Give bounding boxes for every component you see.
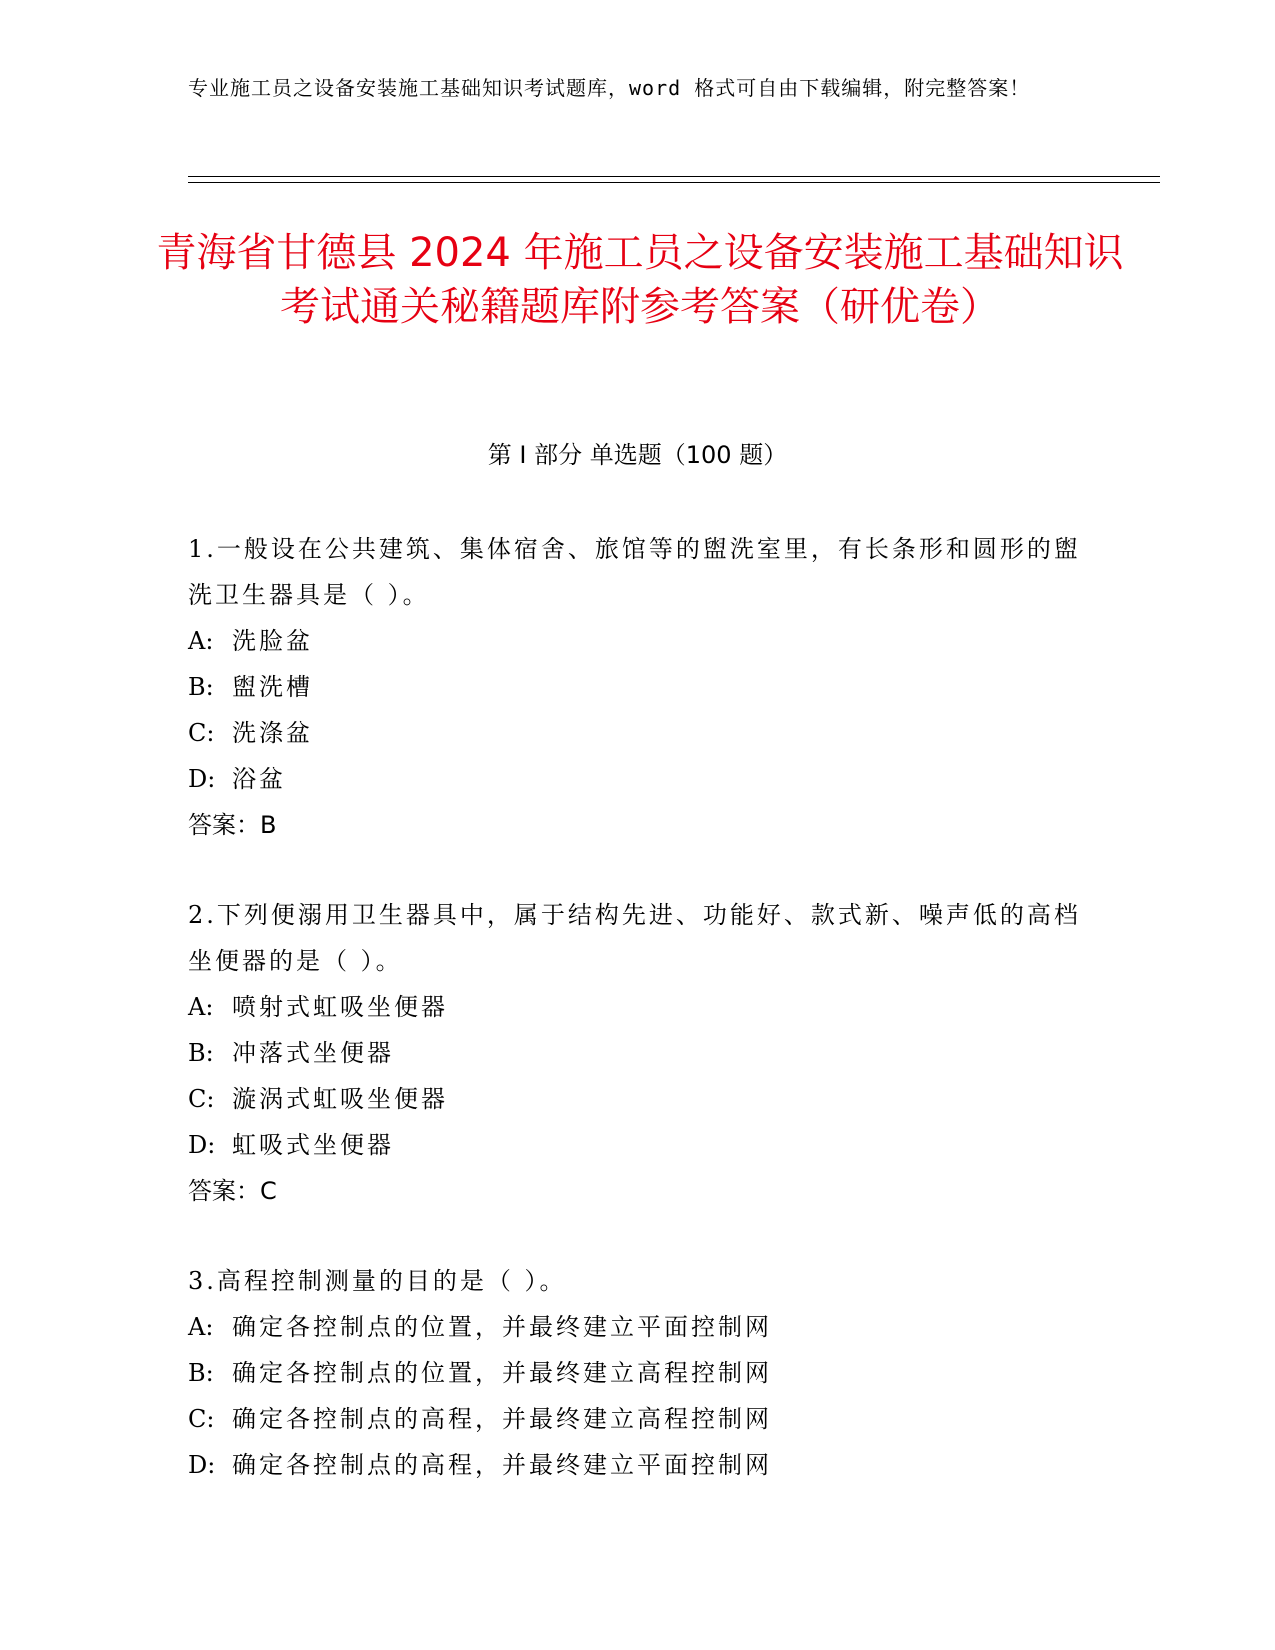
- section-title: 第 I 部分 单选题（100 题）: [487, 441, 788, 469]
- question-stem: 1.一般设在公共建筑、集体宿舍、旅馆等的盥洗室里，有长条形和圆形的盥洗卫生器具是（ ）。: [188, 535, 1081, 609]
- option-text: 漩涡式虹吸坐便器: [232, 1085, 448, 1113]
- option-key: B:: [188, 1039, 214, 1067]
- option-text: 确定各控制点的高程，并最终建立平面控制网: [232, 1451, 772, 1479]
- question-1: [188, 526, 1088, 848]
- option-text: 确定各控制点的高程，并最终建立高程控制网: [232, 1405, 772, 1433]
- option-d: [188, 1442, 1088, 1488]
- option-a: [188, 1304, 1088, 1350]
- option-key: C:: [188, 719, 215, 747]
- option-c: [188, 710, 1088, 756]
- option-text: 确定各控制点的位置，并最终建立高程控制网: [232, 1359, 772, 1387]
- header-rule-top: [188, 176, 1160, 177]
- option-b: [188, 664, 1088, 710]
- answer-line: 答案：B: [188, 811, 277, 839]
- option-text: 虹吸式坐便器: [232, 1131, 394, 1159]
- page-header-note: 专业施工员之设备安装施工基础知识考试题库，word 格式可自由下载编辑，附完整答案！: [188, 76, 1031, 100]
- option-b: [188, 1350, 1088, 1396]
- option-b: [188, 1030, 1088, 1076]
- option-text: 洗脸盆: [232, 627, 313, 655]
- option-key: C:: [188, 1085, 215, 1113]
- option-d: [188, 1122, 1088, 1168]
- option-text: 盥洗槽: [232, 673, 313, 701]
- option-key: A:: [188, 993, 214, 1021]
- option-a: [188, 618, 1088, 664]
- option-key: B:: [188, 1359, 214, 1387]
- option-key: A:: [188, 627, 214, 655]
- option-c: [188, 1396, 1088, 1442]
- option-key: B:: [188, 673, 214, 701]
- document-title: 青海省甘德县 2024 年施工员之设备安装施工基础知识考试通关秘籍题库附参考答案（研优卷）: [156, 230, 1124, 330]
- option-key: A:: [188, 1313, 214, 1341]
- header-rule-bottom: [188, 182, 1160, 183]
- option-text: 洗涤盆: [232, 719, 313, 747]
- question-list: [188, 526, 1088, 1532]
- answer-line: 答案：C: [188, 1177, 277, 1205]
- option-key: C:: [188, 1405, 215, 1433]
- option-c: [188, 1076, 1088, 1122]
- option-d: [188, 756, 1088, 802]
- question-stem: 2.下列便溺用卫生器具中，属于结构先进、功能好、款式新、噪声低的高档坐便器的是（ ）。: [188, 901, 1081, 975]
- question-2: [188, 892, 1088, 1214]
- option-text: 确定各控制点的位置，并最终建立平面控制网: [232, 1313, 772, 1341]
- question-3: [188, 1258, 1088, 1488]
- option-key: D:: [188, 765, 216, 793]
- question-stem: 3.高程控制测量的目的是（ ）。: [188, 1267, 567, 1295]
- option-key: D:: [188, 1451, 216, 1479]
- option-a: [188, 984, 1088, 1030]
- option-text: 浴盆: [232, 765, 286, 793]
- option-text: 冲落式坐便器: [232, 1039, 394, 1067]
- option-key: D:: [188, 1131, 216, 1159]
- option-text: 喷射式虹吸坐便器: [232, 993, 448, 1021]
